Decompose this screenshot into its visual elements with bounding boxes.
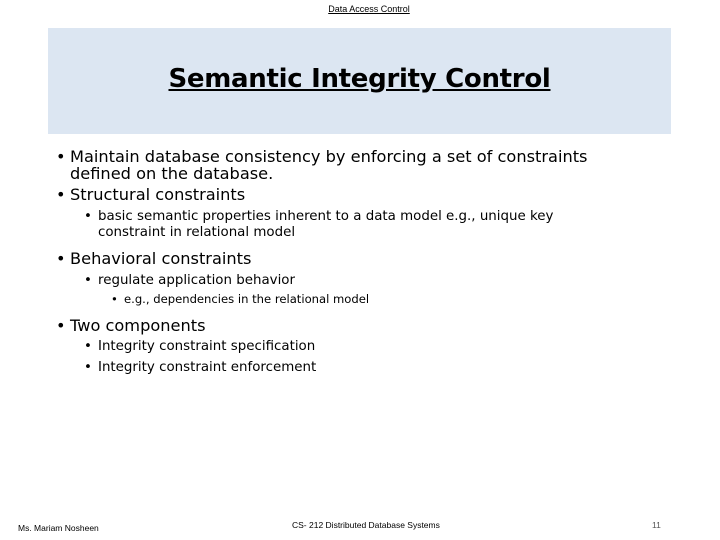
footer-course: CS- 212 Distributed Database Systems [292, 520, 440, 530]
bullet-text: Maintain database consistency by enforcing a set of constraints [70, 147, 588, 166]
sub-bullet-enforcement [56, 360, 666, 376]
bullet-dot-icon: • [56, 185, 66, 204]
sub-bullet-specification [56, 339, 666, 355]
sub-bullet-regulate-behavior [56, 273, 666, 289]
bullet-dot-icon: • [111, 292, 118, 306]
bullet-behavioral-constraints [56, 250, 666, 267]
bullet-text: e.g., dependencies in the relational model [124, 292, 370, 306]
bullet-text: defined on the database. [70, 164, 274, 183]
bullet-dot-icon: • [56, 249, 66, 268]
bullet-dot-icon: • [56, 316, 66, 335]
bullet-dot-icon: • [84, 273, 92, 288]
bullet-text: regulate application behavior [98, 273, 296, 288]
footer-page-number: 11 [652, 520, 661, 530]
slide-content [56, 148, 666, 376]
bullet-text: Integrity constraint enforcement [98, 360, 317, 375]
bullet-dot-icon: • [56, 147, 66, 166]
header-label: Data Access Control [328, 4, 410, 14]
slide-title: Semantic Integrity Control [168, 64, 551, 94]
sub-sub-bullet-dependencies [56, 292, 666, 306]
bullet-maintain-consistency [56, 148, 666, 182]
bullet-text: constraint in relational model [98, 225, 296, 240]
bullet-text: basic semantic properties inherent to a data model e.g., unique key [98, 209, 554, 224]
sub-bullet-basic-semantic [56, 209, 666, 241]
bullet-dot-icon: • [84, 360, 92, 375]
bullet-text: Integrity constraint specification [98, 339, 316, 354]
footer-author: Ms. Mariam Nosheen [18, 523, 99, 533]
bullet-text: Structural constraints [70, 185, 246, 204]
bullet-two-components [56, 317, 666, 334]
bullet-structural-constraints [56, 186, 666, 203]
bullet-dot-icon: • [84, 339, 92, 354]
bullet-dot-icon: • [84, 209, 92, 224]
bullet-text: Two components [70, 316, 206, 335]
bullet-text: Behavioral constraints [70, 249, 252, 268]
